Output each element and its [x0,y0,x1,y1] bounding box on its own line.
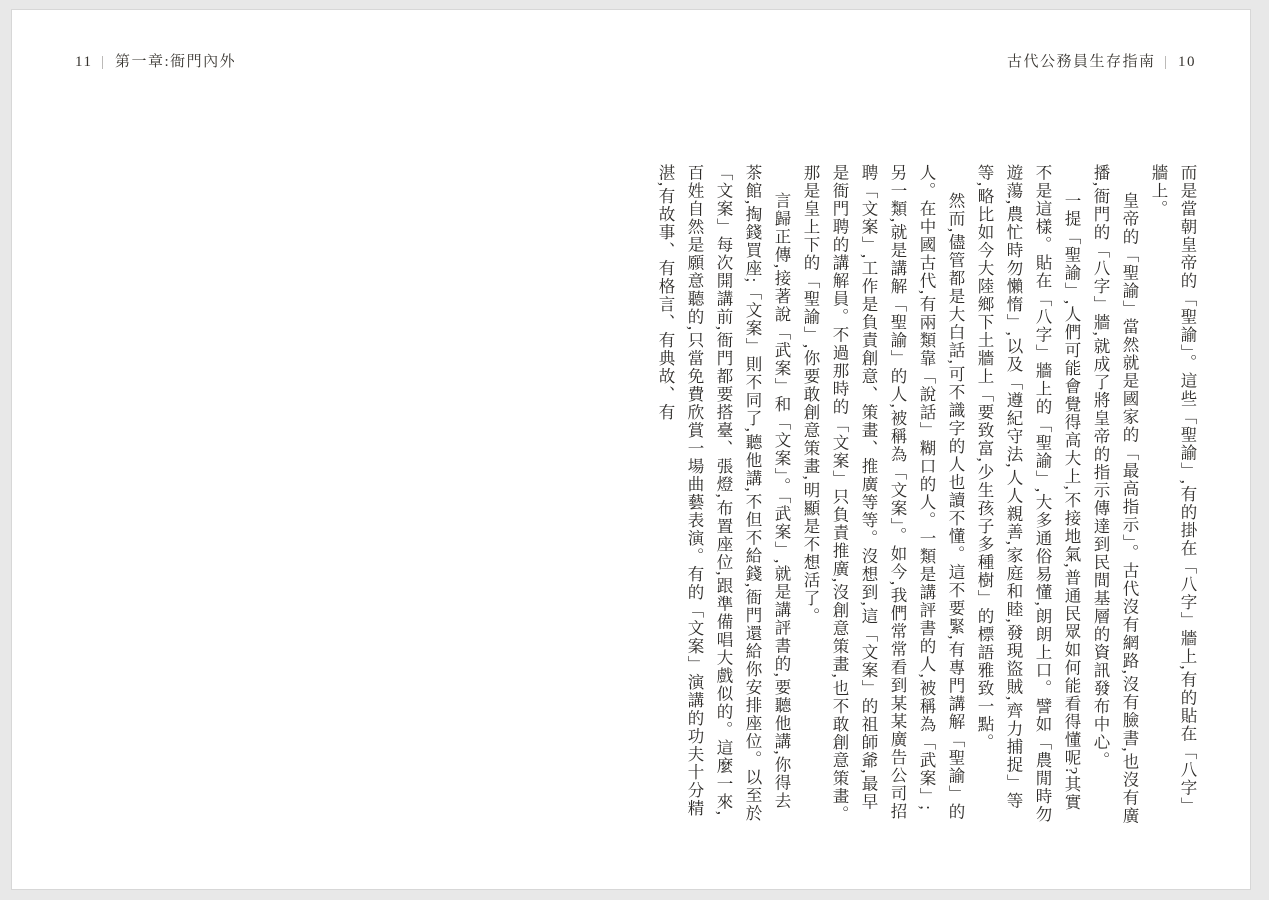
right-page-number: 10 [1178,54,1196,70]
right-running-head [1007,52,1196,72]
chapter-title: 第一章:衙門內外 [114,54,237,70]
paragraph: 一提「聖諭」,人們可能會覺得高大上,不接地氣,普通民眾如何能看得懂呢?其實不是這樣。貼在「八字」牆上的「聖諭」,大多通俗易懂,朗朗上口。譬如「農閒時勿遊蕩,農忙時勿懶惰」,以及「遵紀守法,人人親善,家庭和睦,發現盜賊,齊力捕捉」等等,略比如今大陸鄉下土牆上「要致富,少生孩子多種樹」的標語雅致一點。 [975,164,1081,824]
paragraph: 然而,儘管都是大白話,可不識字的人也讀不懂。這不要緊,有專門講解「聖諭」的人。在中國古代,有兩類靠「說話」糊口的人。一類是講評書的人,被稱為「武案」;另一類,就是講解「聖諭」的人,被稱為「文案」。如今,我們常常看到某某廣告公司招聘「文案」,工作是負責創意、策畫、推廣等等。沒想到,這「文案」的祖師爺,最早是衙門聘的講解員。不過那時的「文案」只負責推廣,沒創意策畫,也不敢創意策畫。那是皇上下的「聖諭」,你要敢創意策畫,明顯是不想活了。 [801,164,965,824]
paragraph: 而是當朝皇帝的「聖諭」。這些「聖諭」,有的掛在「八字」牆上,有的貼在「八字」牆上。 [1149,164,1197,815]
header-divider: | [102,54,106,70]
book-title: 古代公務員生存指南 [1006,54,1156,70]
left-page [12,10,632,889]
right-page [632,10,1250,889]
paragraph: 皇帝的「聖諭」當然就是國家的「最高指示」。古代沒有網路,沒有臉書,也沒有廣播,衙門的「八字」牆,就成了將皇帝的指示傳達到民間基層的資訊發布中心。 [1091,164,1139,826]
right-page-text [651,164,1202,826]
left-running-head [75,52,236,72]
left-page-number: 11 [75,54,93,70]
paragraph: 言歸正傳,接著說「武案」和「文案」。「武案」,就是講評書的,要聽他講,你得去茶館,掏錢買座;「文案」則不同了,聽他講,不但不給錢,衙門還給你安排座位。以至於「文案」每次開講前,衙門都要搭臺、張燈,布置座位,跟準備唱大戲似的。這麼一來,百姓自然是願意聽的,只當免費欣賞一場曲藝表演。有的「文案」演講的功夫十分精湛,有故事、有格言、有典故、有 [656,164,791,823]
book-spread [12,10,1250,889]
header-divider: | [1165,54,1169,70]
